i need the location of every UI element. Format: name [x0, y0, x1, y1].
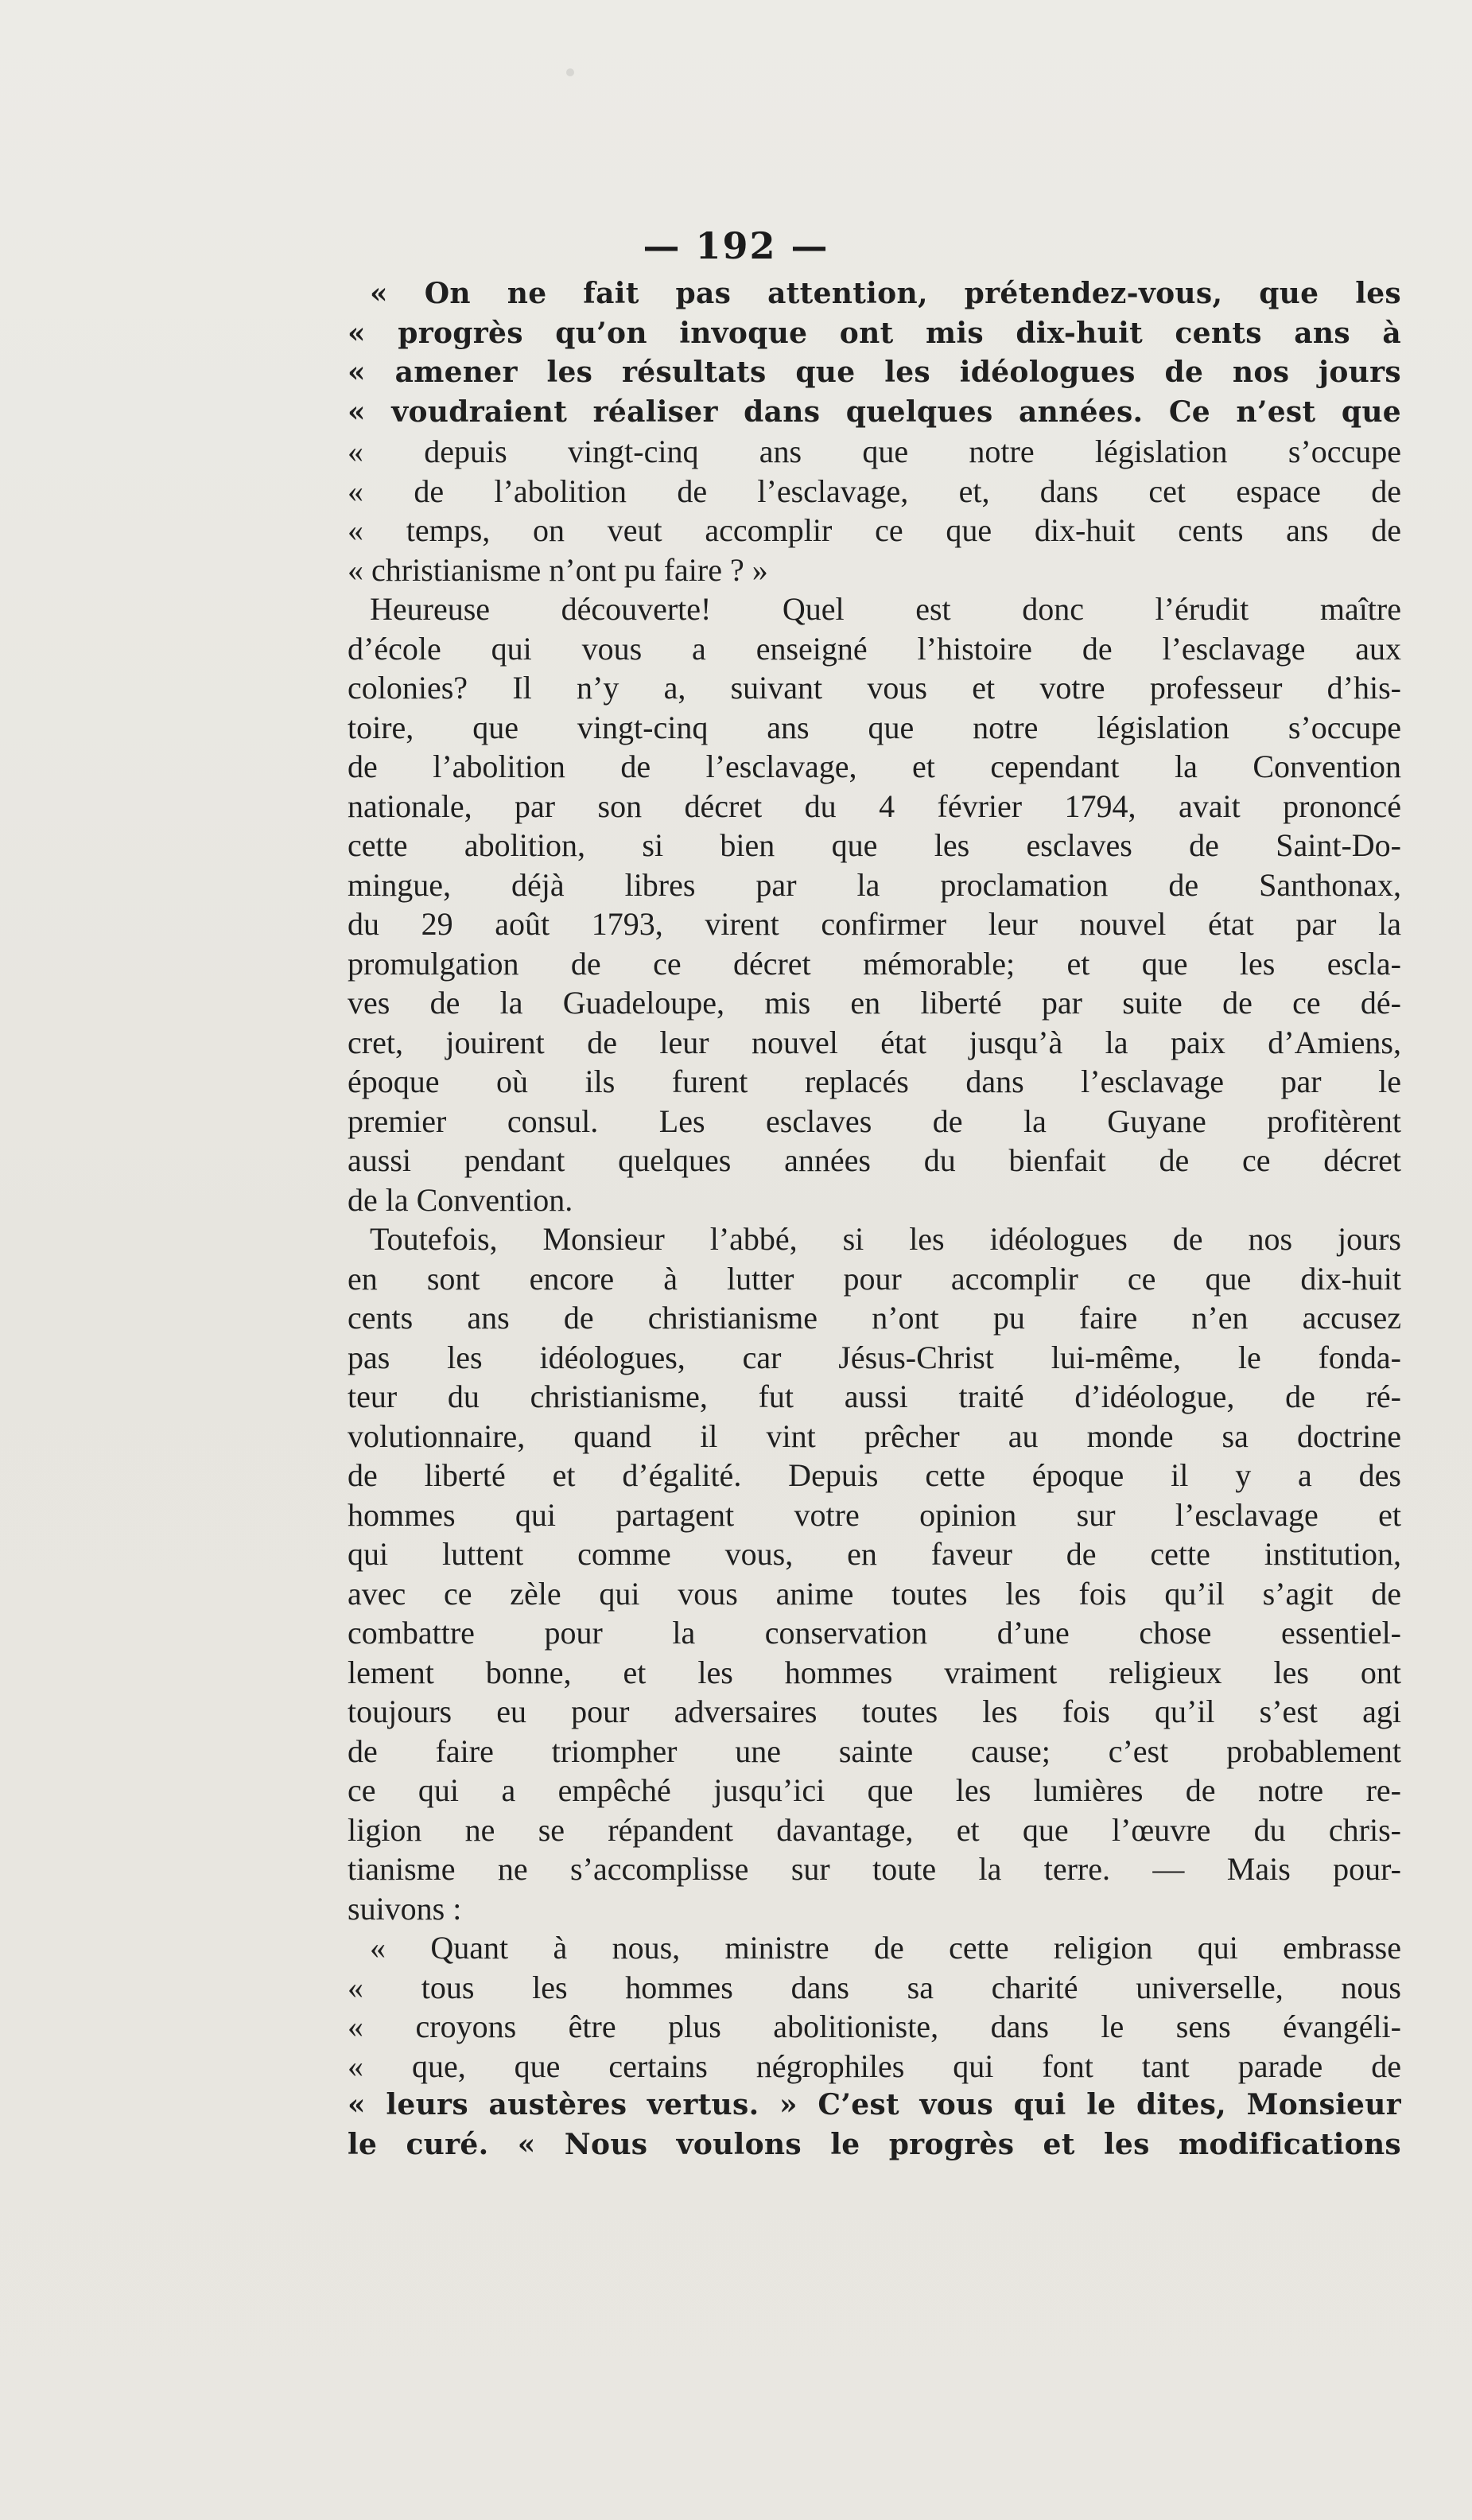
- text-line: « que, que certains négrophiles qui font tant parade de: [348, 2048, 1401, 2084]
- text-line: d’école qui vous a enseigné l’histoire de l’esclavage aux: [348, 630, 1401, 667]
- text-line: teur du christianisme, fut aussi traité d’idéologue, de ré-: [348, 1379, 1401, 1414]
- text-line: suivons :: [348, 1890, 462, 1927]
- text-line: le curé. « Nous voulons le progrès et les modifications: [348, 2127, 1401, 2161]
- text-line: « croyons être plus abolitioniste, dans le sens évangéli-: [348, 2009, 1401, 2044]
- text-line: ves de la Guadeloupe, mis en liberté par suite de ce dé-: [348, 985, 1401, 1021]
- text-line: nationale, par son décret du 4 février 1794, avait prononcé: [348, 788, 1401, 824]
- page-number: — 192 —: [643, 224, 829, 267]
- text-line: Toutefois, Monsieur l’abbé, si les idéologues de nos jours: [370, 1221, 1401, 1257]
- text-line: « christianisme n’ont pu faire ? »: [348, 551, 768, 588]
- text-line: en sont encore à lutter pour accomplir ce que dix-huit: [348, 1260, 1401, 1297]
- text-line: ce qui a empêché jusqu’ici que les lumières de notre re-: [348, 1772, 1401, 1808]
- text-line: époque où ils furent replacés dans l’esclavage par le: [348, 1064, 1401, 1099]
- text-line: mingue, déjà libres par la proclamation de Santhonax,: [348, 866, 1401, 903]
- text-line: « tous les hommes dans sa charité universelle, nous: [348, 1969, 1401, 2005]
- text-line: ligion ne se répandent davantage, et que l’œuvre du chris-: [348, 1811, 1401, 1848]
- text-line: toire, que vingt-cinq ans que notre législation s’occupe: [348, 709, 1401, 745]
- text-line: tianisme ne s’accomplisse sur toute la terre. — Mais pour-: [348, 1851, 1401, 1887]
- text-line: hommes qui partagent votre opinion sur l’esclavage et: [348, 1496, 1401, 1533]
- text-line: pas les idéologues, car Jésus-Christ lui-même, le fonda-: [348, 1339, 1401, 1375]
- text-line: « Quant à nous, ministre de cette religion qui embrasse: [370, 1930, 1401, 1966]
- text-line: de l’abolition de l’esclavage, et cependant la Convention: [348, 749, 1401, 784]
- text-line: cret, jouirent de leur nouvel état jusqu’à la paix d’Amiens,: [348, 1024, 1401, 1060]
- text-line: de faire triompher une sainte cause; c’est probablement: [348, 1732, 1401, 1769]
- text-line: aussi pendant quelques années du bienfait de ce décret: [348, 1142, 1401, 1178]
- text-line: avec ce zèle qui vous anime toutes les fois qu’il s’agit de: [348, 1575, 1401, 1612]
- text-line: « depuis vingt-cinq ans que notre législation s’occupe: [348, 434, 1401, 469]
- text-line: volutionnaire, quand il vint prêcher au monde sa doctrine: [348, 1418, 1401, 1454]
- text-line: « temps, on veut accomplir ce que dix-huit cents ans de: [348, 512, 1401, 548]
- text-line: cents ans de christianisme n’ont pu faire n’en accusez: [348, 1300, 1401, 1336]
- text-line: promulgation de ce décret mémorable; et que les escla-: [348, 945, 1401, 982]
- text-line: toujours eu pour adversaires toutes les fois qu’il s’est agi: [348, 1694, 1401, 1729]
- text-line: colonies? Il n’y a, suivant vous et votre professeur d’his-: [348, 670, 1401, 706]
- body-text: [348, 274, 1401, 2164]
- text-line: combattre pour la conservation d’une chose essentiel-: [348, 1615, 1401, 1651]
- text-line: de liberté et d’égalité. Depuis cette époque il y a des: [348, 1457, 1401, 1493]
- text-line: qui luttent comme vous, en faveur de cette institution,: [348, 1536, 1401, 1572]
- text-line: du 29 août 1793, virent confirmer leur nouvel état par la: [348, 906, 1401, 942]
- text-line: « voudraient réaliser dans quelques années. Ce n’est que: [348, 395, 1401, 429]
- text-line: Heureuse découverte! Quel est donc l’érudit maître: [370, 591, 1401, 627]
- text-line: « amener les résultats que les idéologues de nos jours: [348, 356, 1401, 389]
- text-line: de la Convention.: [348, 1181, 573, 1218]
- text-line: cette abolition, si bien que les esclaves de Saint-Do-: [348, 827, 1401, 863]
- text-line: « On ne fait pas attention, prétendez-vous, que les: [370, 277, 1401, 310]
- text-line: premier consul. Les esclaves de la Guyane profitèrent: [348, 1102, 1401, 1139]
- ink-spot: [566, 68, 574, 76]
- text-line: « progrès qu’on invoque ont mis dix-huit cents ans à: [348, 316, 1401, 350]
- text-line: lement bonne, et les hommes vraiment religieux les ont: [348, 1654, 1401, 1690]
- text-line: « leurs austères vertus. » C’est vous qui le dites, Monsieur: [348, 2088, 1401, 2121]
- text-line: « de l’abolition de l’esclavage, et, dans cet espace de: [348, 472, 1401, 509]
